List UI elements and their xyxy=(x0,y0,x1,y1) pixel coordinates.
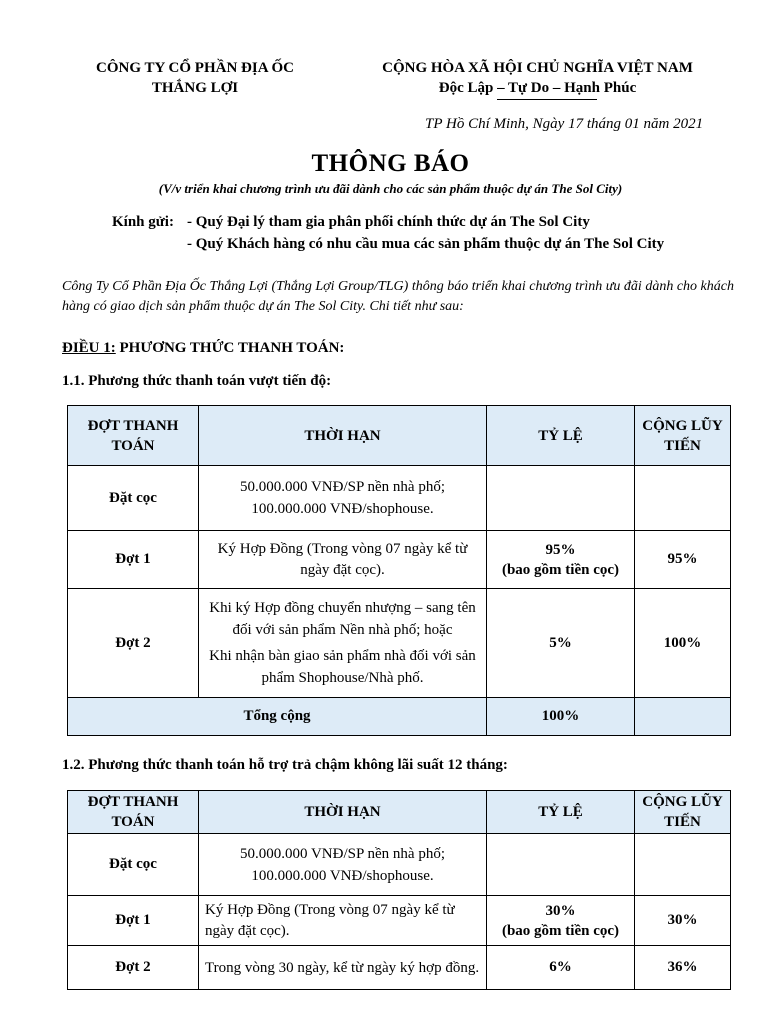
header-cumulative: CỘNG LŨY TIẾN xyxy=(635,791,731,834)
cumulative-cell: 95% xyxy=(635,531,731,589)
greeting-label: Kính gửi: xyxy=(112,214,174,230)
table-header-row xyxy=(68,791,731,834)
dateline: TP Hồ Chí Minh, Ngày 17 tháng 01 năm 2021 xyxy=(425,116,704,132)
term-cell: Ký Hợp Đồng (Trong vòng 07 ngày kể từ ngày đặt cọc). xyxy=(199,531,487,589)
total-row xyxy=(68,698,731,736)
table-row xyxy=(68,466,731,531)
rate-cell xyxy=(487,896,635,946)
article-1-text: PHƯƠNG THỨC THANH TOÁN: xyxy=(115,340,345,356)
national-motto xyxy=(350,58,725,98)
term-line: 100.000.000 VNĐ/shophouse. xyxy=(251,501,434,517)
period-cell: Đợt 2 xyxy=(68,589,199,698)
term-cell xyxy=(199,589,487,698)
payment-table-2 xyxy=(67,790,731,990)
header-cumulative: CỘNG LŨY TIẾN xyxy=(635,406,731,466)
rate-cell xyxy=(487,466,635,531)
article-1-heading xyxy=(62,340,344,357)
term-line: Khi ký Hợp đồng chuyển nhượng – sang tên đối với sản phẩm Nền nhà phố; hoặc xyxy=(209,600,476,638)
total-empty-cell xyxy=(635,698,731,736)
company-line-1: CÔNG TY CỔ PHẦN ĐỊA ỐC xyxy=(96,60,294,76)
term-line: Khi nhận bàn giao sản phẩm nhà đối với sản phẩm Shophouse/Nhà phố. xyxy=(209,648,476,686)
table-row xyxy=(68,896,731,946)
table-row xyxy=(68,531,731,589)
header-rate: TỶ LỆ xyxy=(487,406,635,466)
table-row xyxy=(68,834,731,896)
rate-cell xyxy=(487,834,635,896)
table-row xyxy=(68,589,731,698)
rate-cell: 5% xyxy=(487,589,635,698)
rate-note: (bao gồm tiền cọc) xyxy=(501,561,620,578)
header-term: THỜI HẠN xyxy=(199,406,487,466)
header-rate: TỶ LỆ xyxy=(487,791,635,834)
company-name xyxy=(60,58,330,98)
rate-cell: 6% xyxy=(487,946,635,990)
rate-value: 95% xyxy=(545,541,576,558)
cumulative-cell: 100% xyxy=(635,589,731,698)
cumulative-cell: 30% xyxy=(635,896,731,946)
period-cell: Đặt cọc xyxy=(68,466,199,531)
rate-cell xyxy=(487,531,635,589)
header-period: ĐỢT THANH TOÁN xyxy=(68,791,199,834)
term-line: 50.000.000 VNĐ/SP nền nhà phố; xyxy=(239,845,445,862)
cumulative-cell: 36% xyxy=(635,946,731,990)
payment-table-1 xyxy=(67,405,731,736)
company-line-2: THẮNG LỢI xyxy=(151,80,239,96)
document-subtitle: (V/v triển khai chương trình ưu đãi dành cho các sản phẩm thuộc dự án The Sol City) xyxy=(158,181,623,196)
term-line: 50.000.000 VNĐ/SP nền nhà phố; xyxy=(239,479,445,495)
period-cell: Đặt cọc xyxy=(68,834,199,896)
cumulative-cell xyxy=(635,834,731,896)
motto-underline xyxy=(497,99,597,100)
nation-line-2: Độc Lập – Tự Do – Hạnh Phúc xyxy=(438,80,637,96)
greeting-line-2: - Quý Khách hàng có nhu cầu mua các sản phẩm thuộc dự án The Sol City xyxy=(187,236,665,252)
greeting-line-1: - Quý Đại lý tham gia phân phối chính thức dự án The Sol City xyxy=(187,214,590,230)
total-rate: 100% xyxy=(487,698,635,736)
term-cell: Ký Hợp Đồng (Trong vòng 07 ngày kể từ ngày đặt cọc). xyxy=(199,896,487,946)
term-cell xyxy=(199,834,487,896)
term-line: 100.000.000 VNĐ/shophouse. xyxy=(251,867,434,884)
term-cell xyxy=(199,466,487,531)
period-cell: Đợt 1 xyxy=(68,896,199,946)
period-cell: Đợt 2 xyxy=(68,946,199,990)
table-row xyxy=(68,946,731,990)
period-cell: Đợt 1 xyxy=(68,531,199,589)
section-2-heading: 1.2. Phương thức thanh toán hỗ trợ trả chậm không lãi suất 12 tháng: xyxy=(62,757,508,773)
intro-paragraph: Công Ty Cổ Phần Địa Ốc Thắng Lợi (Thắng Lợi Group/TLG) thông báo triển khai chương trình ưu đãi dành cho khách hàng có giao dịch sản phẩm thuộc dự án The Sol City. Chi tiết như sau: xyxy=(62,279,734,314)
total-label: Tổng cộng xyxy=(68,698,487,736)
document-title: THÔNG BÁO xyxy=(311,150,470,177)
header-term: THỜI HẠN xyxy=(199,791,487,834)
nation-line-1: CỘNG HÒA XÃ HỘI CHỦ NGHĨA VIỆT NAM xyxy=(382,60,693,76)
article-1-label: ĐIỀU 1: xyxy=(62,340,116,356)
rate-note: (bao gồm tiền cọc) xyxy=(501,922,620,939)
term-cell: Trong vòng 30 ngày, kể từ ngày ký hợp đồng. xyxy=(199,946,487,990)
section-1-heading: 1.1. Phương thức thanh toán vượt tiến độ: xyxy=(62,373,332,389)
header-period: ĐỢT THANH TOÁN xyxy=(68,406,199,466)
cumulative-cell xyxy=(635,466,731,531)
table-header-row xyxy=(68,406,731,466)
rate-value: 30% xyxy=(545,902,576,919)
